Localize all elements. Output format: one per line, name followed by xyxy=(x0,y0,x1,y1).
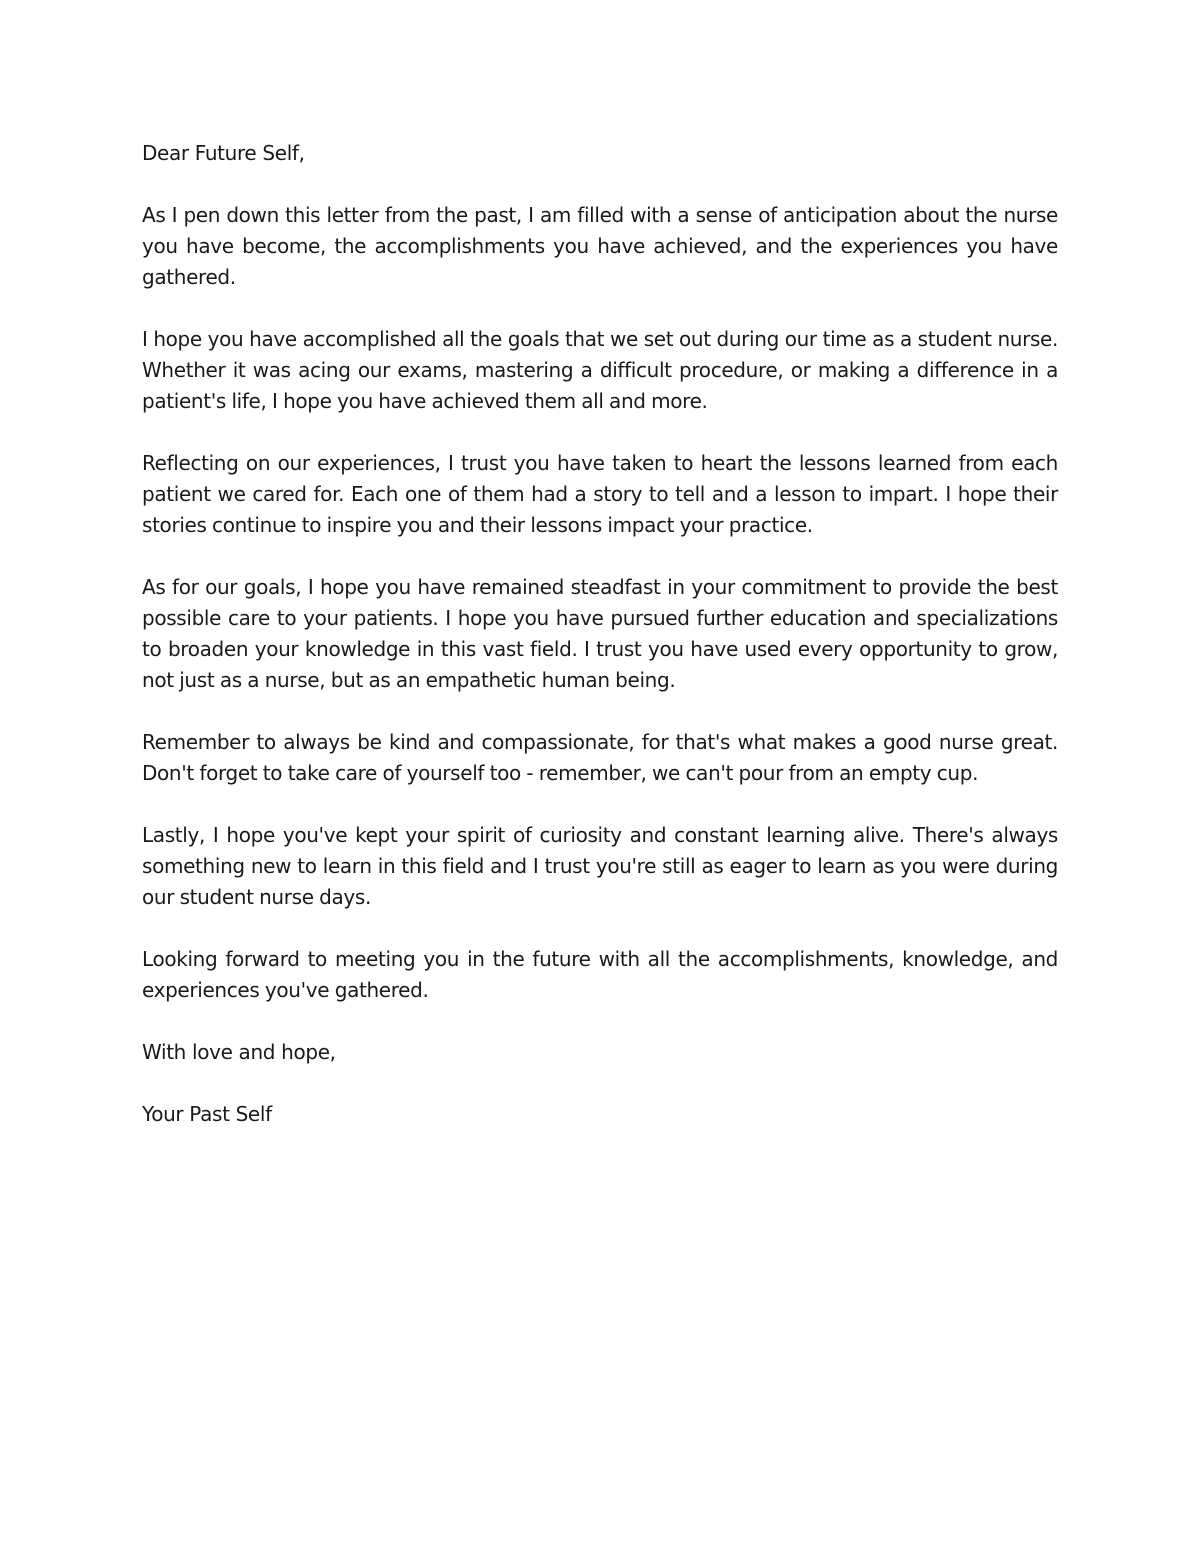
letter-signature: Your Past Self xyxy=(142,1102,272,1126)
letter-paragraph: As for our goals, I hope you have remained steadfast in your commitment to provide the best possible care to your patients. I hope you have pursued further education and specializations to broaden your knowledge in this vast field. I trust you have used every opportunity to grow, not just as a nurse, but as an empathetic human being. xyxy=(142,575,1058,692)
letter-closing: With love and hope, xyxy=(142,1040,336,1064)
letter-paragraph: I hope you have accomplished all the goals that we set out during our time as a student nurse. Whether it was acing our exams, mastering a difficult procedure, or making a difference in a patient's life, I hope you have achieved them all and more. xyxy=(142,327,1058,413)
letter-greeting: Dear Future Self, xyxy=(142,141,305,165)
letter-paragraph: Looking forward to meeting you in the future with all the accomplishments, knowledge, and experiences you've gathered. xyxy=(142,947,1058,1002)
letter-body xyxy=(142,138,1058,1161)
letter-paragraph: As I pen down this letter from the past, I am filled with a sense of anticipation about the nurse you have become, the accomplishments you have achieved, and the experiences you have gathered. xyxy=(142,203,1058,289)
letter-paragraph: Lastly, I hope you've kept your spirit of curiosity and constant learning alive. There's always something new to learn in this field and I trust you're still as eager to learn as you were during our student nurse days. xyxy=(142,823,1058,909)
letter-paragraph: Reflecting on our experiences, I trust you have taken to heart the lessons learned from each patient we cared for. Each one of them had a story to tell and a lesson to impart. I hope their stories continue to inspire you and their lessons impact your practice. xyxy=(142,451,1058,537)
letter-paragraph: Remember to always be kind and compassionate, for that's what makes a good nurse great. Don't forget to take care of yourself too - remember, we can't pour from an empty cup. xyxy=(142,730,1058,785)
